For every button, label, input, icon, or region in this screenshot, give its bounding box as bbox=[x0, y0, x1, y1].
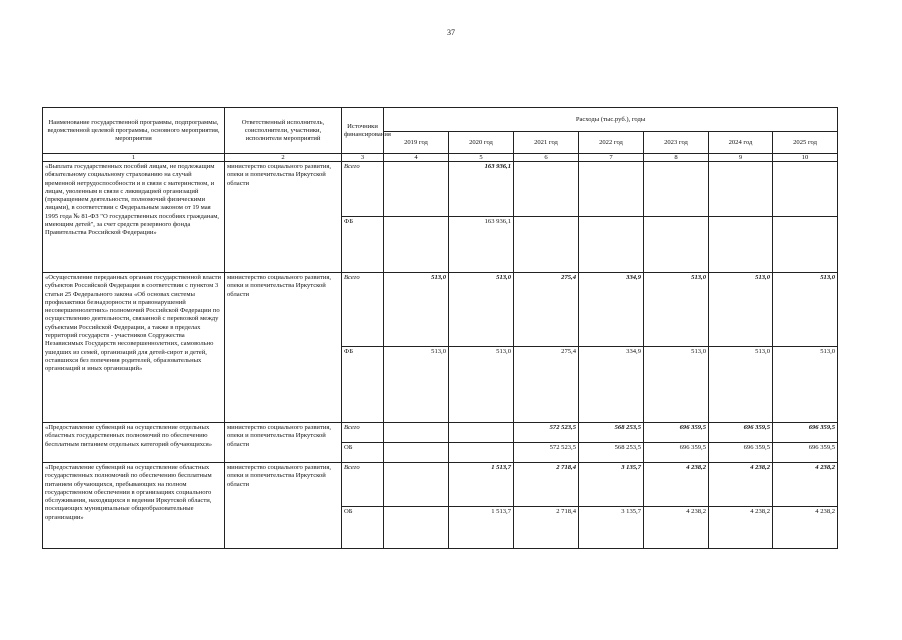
value-cell: 513,0 bbox=[709, 347, 773, 423]
activity-name: «Предоставление субвенций на осуществление областных государственных полномочий по обеспечению бесплатным питанием обучающихся, пребывающих на полном государственном обеспечении в организациях социального обслуживания, находящихся в ведении Иркутской области, посещающих муниципальные общеобразовательные организации» bbox=[43, 463, 225, 549]
header-expenses: Расходы (тыс.руб.), годы bbox=[384, 108, 838, 132]
value-cell bbox=[709, 217, 773, 273]
header-year: 2021 год bbox=[514, 132, 579, 154]
value-cell bbox=[384, 507, 449, 549]
header-sources: Источники финансирования bbox=[342, 108, 384, 154]
activity-name: «Осуществление переданных органам государственной власти субъектов Российской Федерации в соответствии с пунктом 3 статьи 25 Федерального закона «Об основах системы профилактики безнадзорности и правонарушений несовершеннолетних» полномочий Российской Федерации по осуществлению деятельности, связанной с перевозкой между субъектами Российской Федерации, а также в пределах территорий государств - участников Содружества Независимых Государств несовершеннолетних, самовольно ушедших из семей, организаций для детей-сирот и детей, оставшихся без попечения родителей, образовательных организаций и иных организаций» bbox=[43, 273, 225, 423]
value-cell bbox=[449, 443, 514, 463]
value-cell: 696 359,5 bbox=[644, 423, 709, 443]
header-year: 2019 год bbox=[384, 132, 449, 154]
value-cell: 163 936,1 bbox=[449, 217, 514, 273]
table-row bbox=[43, 423, 838, 443]
table-row bbox=[43, 273, 838, 347]
header-year: 2024 год bbox=[709, 132, 773, 154]
column-number-row bbox=[43, 154, 838, 162]
executor-name: министерство социального развития, опеки и попечительства Иркутской области bbox=[225, 463, 342, 549]
value-cell bbox=[644, 162, 709, 217]
value-cell bbox=[644, 217, 709, 273]
source-label: Всего bbox=[342, 162, 384, 217]
value-cell bbox=[384, 162, 449, 217]
value-cell: 275,4 bbox=[514, 347, 579, 423]
activity-name: «Выплата государственных пособий лицам, не подлежащим обязательному социальному страхованию на случай временной нетрудоспособности и в связи с материнством, и лицам, уволенным в связи с ликвидацией организаций (прекращением деятельности, полномочий физическими лицами), в соответствии с Федеральным законом от 19 мая 1995 года № 81-ФЗ "О государственных пособиях гражданам, имеющим детей", за счет средств резервного фонда Правительства Российской Федерации» bbox=[43, 162, 225, 273]
column-number: 1 bbox=[43, 154, 225, 162]
value-cell: 513,0 bbox=[384, 347, 449, 423]
source-label: ФБ bbox=[342, 217, 384, 273]
value-cell bbox=[579, 217, 644, 273]
value-cell bbox=[773, 217, 838, 273]
executor-name: министерство социального развития, опеки и попечительства Иркутской области bbox=[225, 162, 342, 273]
header-year: 2022 год bbox=[579, 132, 644, 154]
value-cell bbox=[384, 463, 449, 507]
header-year: 2020 год bbox=[449, 132, 514, 154]
value-cell bbox=[709, 162, 773, 217]
value-cell bbox=[773, 162, 838, 217]
value-cell: 4 238,2 bbox=[709, 463, 773, 507]
value-cell: 4 238,2 bbox=[709, 507, 773, 549]
column-number: 6 bbox=[514, 154, 579, 162]
header-year: 2023 год bbox=[644, 132, 709, 154]
value-cell: 696 359,5 bbox=[773, 443, 838, 463]
value-cell: 513,0 bbox=[449, 347, 514, 423]
value-cell: 334,9 bbox=[579, 273, 644, 347]
value-cell: 2 718,4 bbox=[514, 507, 579, 549]
source-label: Всего bbox=[342, 273, 384, 347]
column-number: 10 bbox=[773, 154, 838, 162]
value-cell: 1 513,7 bbox=[449, 507, 514, 549]
header-name: Наименование государственной программы, подпрограммы, ведомственной целевой программы, основного мероприятия, мероприятия bbox=[43, 108, 225, 154]
value-cell bbox=[579, 162, 644, 217]
source-label: Всего bbox=[342, 463, 384, 507]
value-cell: 513,0 bbox=[644, 347, 709, 423]
value-cell bbox=[514, 217, 579, 273]
source-label: Всего bbox=[342, 423, 384, 443]
column-number: 2 bbox=[225, 154, 342, 162]
column-number: 9 bbox=[709, 154, 773, 162]
value-cell: 513,0 bbox=[384, 273, 449, 347]
value-cell: 513,0 bbox=[449, 273, 514, 347]
column-number: 3 bbox=[342, 154, 384, 162]
value-cell: 513,0 bbox=[709, 273, 773, 347]
value-cell: 3 135,7 bbox=[579, 507, 644, 549]
value-cell: 513,0 bbox=[644, 273, 709, 347]
value-cell: 696 359,5 bbox=[644, 443, 709, 463]
column-number: 7 bbox=[579, 154, 644, 162]
column-number: 4 bbox=[384, 154, 449, 162]
value-cell bbox=[514, 162, 579, 217]
value-cell: 4 238,2 bbox=[644, 507, 709, 549]
value-cell bbox=[384, 443, 449, 463]
value-cell: 696 359,5 bbox=[709, 423, 773, 443]
value-cell: 4 238,2 bbox=[773, 463, 838, 507]
page-number: 37 bbox=[447, 28, 455, 37]
executor-name: министерство социального развития, опеки и попечительства Иркутской области bbox=[225, 273, 342, 423]
value-cell: 696 359,5 bbox=[773, 423, 838, 443]
value-cell: 572 523,5 bbox=[514, 443, 579, 463]
value-cell: 1 513,7 bbox=[449, 463, 514, 507]
value-cell: 3 135,7 bbox=[579, 463, 644, 507]
table-row bbox=[43, 463, 838, 507]
source-label: ФБ bbox=[342, 347, 384, 423]
table-row bbox=[43, 162, 838, 217]
header-year: 2025 год bbox=[773, 132, 838, 154]
value-cell: 568 253,5 bbox=[579, 443, 644, 463]
value-cell: 513,0 bbox=[773, 273, 838, 347]
activity-name: «Предоставление субвенций на осуществление отдельных областных государственных полномочий по обеспечению бесплатным питанием отдельных категорий обучающихся» bbox=[43, 423, 225, 463]
value-cell: 513,0 bbox=[773, 347, 838, 423]
value-cell: 4 238,2 bbox=[773, 507, 838, 549]
source-label: ОБ bbox=[342, 507, 384, 549]
value-cell bbox=[449, 423, 514, 443]
value-cell: 568 253,5 bbox=[579, 423, 644, 443]
value-cell bbox=[384, 217, 449, 273]
value-cell bbox=[384, 423, 449, 443]
source-label: ОБ bbox=[342, 443, 384, 463]
column-number: 5 bbox=[449, 154, 514, 162]
value-cell: 572 523,5 bbox=[514, 423, 579, 443]
value-cell: 2 718,4 bbox=[514, 463, 579, 507]
budget-table bbox=[42, 107, 838, 549]
executor-name: министерство социального развития, опеки и попечительства Иркутской области bbox=[225, 423, 342, 463]
value-cell: 275,4 bbox=[514, 273, 579, 347]
value-cell: 334,9 bbox=[579, 347, 644, 423]
column-number: 8 bbox=[644, 154, 709, 162]
value-cell: 696 359,5 bbox=[709, 443, 773, 463]
value-cell: 4 238,2 bbox=[644, 463, 709, 507]
header-executor: Ответственный исполнитель, соисполнители, участники, исполнители мероприятий bbox=[225, 108, 342, 154]
value-cell: 163 936,1 bbox=[449, 162, 514, 217]
